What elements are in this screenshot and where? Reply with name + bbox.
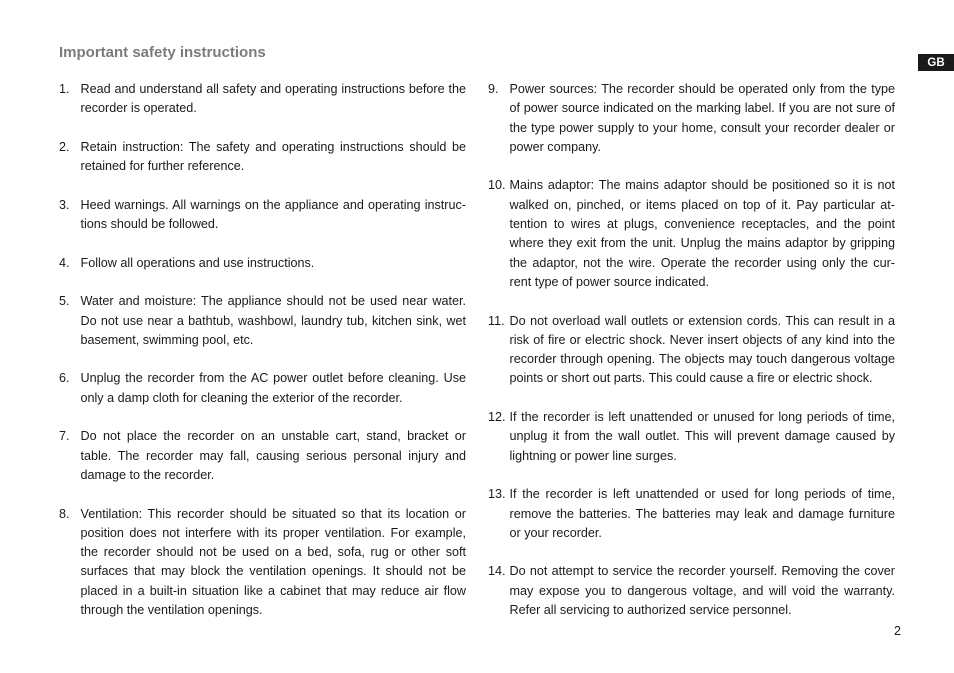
item-text: Mains adaptor: The mains adaptor should be positioned so it is not walked on, pinched, or items placed on top of it. Pay particular at-tention to wires at plugs, convenience receptacles, and the point where they exit from the unit. Unplug the mains adaptor by gripping the adaptor, not the wire. Operate the recorder using only the cur-rent type of power source indicated.	[509, 178, 895, 289]
language-badge: GB	[918, 54, 954, 71]
list-item	[59, 292, 466, 350]
list-item	[488, 562, 895, 620]
item-text: Follow all operations and use instructions.	[80, 255, 315, 270]
list-item	[488, 312, 895, 389]
item-text: Power sources: The recorder should be operated only from the type of power source indicated on the marking label. If you are not sure of the type power supply to your home, consult your recorder dealer or power company.	[509, 82, 895, 154]
list-item	[59, 80, 466, 119]
left-column	[59, 80, 466, 640]
item-number: 2.	[59, 139, 70, 154]
item-text: If the recorder is left unattended or used for long periods of time, remove the batteries. The batteries may leak and damage furniture or your recorder.	[509, 487, 895, 540]
list-item	[59, 369, 466, 408]
item-number: 1.	[59, 82, 70, 96]
item-number: 7.	[59, 429, 70, 444]
page-number: 2	[894, 624, 901, 638]
list-item	[59, 254, 466, 273]
item-number: 8.	[59, 506, 70, 521]
item-text: Unplug the recorder from the AC power outlet before cleaning. Use only a damp cloth for cleaning the exterior of the recorder.	[80, 371, 466, 405]
item-text: If the recorder is left unattended or unused for long periods of time, unplug it from the wall outlet. This will prevent damage caused by lightning or power line surges.	[509, 410, 895, 463]
item-text: Do not place the recorder on an unstable cart, stand, bracket or table. The recorder may fall, causing serious personal injury and damage to the recorder.	[80, 429, 466, 482]
list-item	[488, 408, 895, 466]
item-text: Water and moisture: The appliance should not be used near water. Do not use near a bathtub, washbowl, laundry tub, kitchen sink, wet basement, swimming pool, etc.	[80, 294, 466, 347]
list-item	[488, 485, 895, 543]
item-text: Do not overload wall outlets or extension cords. This can result in a risk of fire or electric shock. Never insert objects of any kind into the recorder through opening. The objects may touch dangerous voltage points or short out parts. This could cause a fire or electric shock.	[509, 313, 895, 386]
item-text: Retain instruction: The safety and operating instructions should be retained for further reference.	[80, 139, 466, 174]
item-number: 3.	[59, 197, 70, 212]
item-text: Read and understand all safety and operating instructions before the recorder is operated.	[80, 82, 466, 116]
list-item	[488, 80, 895, 157]
item-number: 9.	[488, 82, 499, 96]
item-number: 6.	[59, 371, 70, 386]
item-number: 10.	[488, 178, 506, 193]
list-item	[59, 196, 466, 235]
right-column	[488, 80, 895, 640]
list-item	[59, 138, 466, 177]
item-text: Ventilation: This recorder should be situated so that its location or position does not interfere with its proper ventilation. For example, the recorder should not be used on a bed, sofa, rug or other soft surfaces that may block the ventilation openings. It should not be placed in a built-in situation like a cabinet that may reduce air flow through the ventilation openings.	[80, 506, 466, 618]
item-number: 12.	[488, 410, 506, 425]
list-item	[59, 505, 466, 621]
list-item	[59, 427, 466, 485]
item-text: Do not attempt to service the recorder yourself. Removing the cover may expose you to dangerous voltage, and will void the warranty. Refer all servicing to authorized service personnel.	[509, 564, 895, 618]
item-number: 14.	[488, 564, 506, 579]
item-number: 5.	[59, 294, 70, 309]
item-number: 13.	[488, 487, 506, 502]
page-title: Important safety instructions	[59, 44, 266, 61]
item-text: Heed warnings. All warnings on the appliance and operating instruc-tions should be followed.	[80, 197, 466, 232]
list-item	[488, 176, 895, 292]
item-number: 4.	[59, 255, 70, 270]
item-number: 11.	[488, 313, 505, 328]
